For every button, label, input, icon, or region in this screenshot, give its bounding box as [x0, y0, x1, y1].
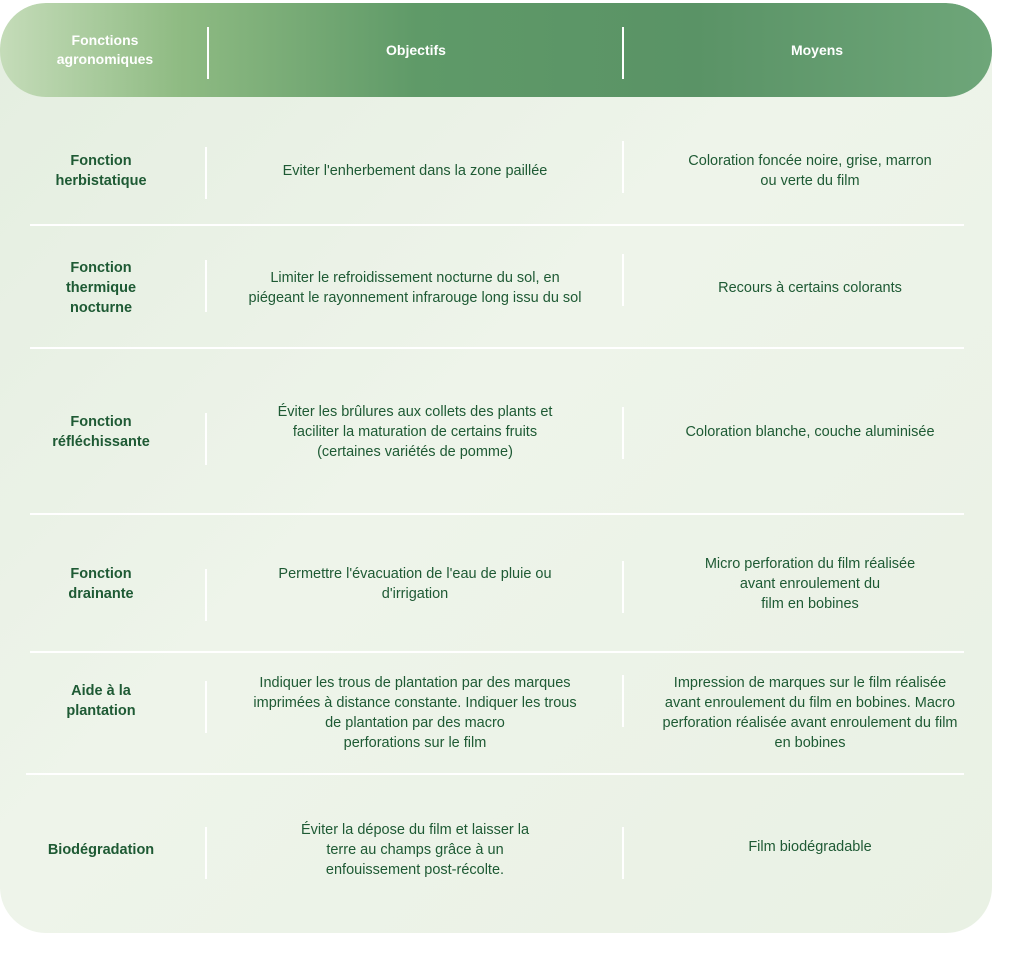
table-row [0, 515, 992, 652]
cell-moyen [630, 349, 990, 514]
cell-objectif [215, 113, 615, 228]
cell-fonction [22, 226, 180, 349]
column-separator [622, 141, 624, 193]
cell-objectif [215, 515, 615, 652]
column-separator [205, 681, 207, 733]
cell-objectif [215, 349, 615, 514]
cell-text: Micro perforation du film réalisée avant enroulement du film en bobines [704, 555, 916, 612]
column-separator [622, 827, 624, 879]
cell-text: Limiter le refroidissement nocturne du sol, en piégeant le rayonnement infrarouge long issu du sol [248, 269, 582, 306]
header-separator [622, 27, 624, 79]
cell-text: Coloration blanche, couche aluminisée [685, 423, 935, 440]
table-row [0, 113, 992, 228]
column-separator [205, 260, 207, 312]
cell-fonction [22, 653, 180, 721]
cell-text: Recours à certains colorants [718, 279, 902, 296]
cell-text: Impression de marques sur le film réalisée avant enroulement du film en bobines. Macro perforation réalisée avant enroulement du film en bobines [662, 675, 958, 751]
cell-fonction [22, 113, 180, 228]
cell-moyen [630, 653, 990, 773]
cell-text: Permettre l'évacuation de l'eau de pluie ou d'irrigation [278, 565, 552, 602]
column-separator [205, 569, 207, 621]
column-separator [622, 675, 624, 727]
header-label: Fonctions agronomiques [56, 32, 154, 67]
cell-text: Fonction réfléchissante [52, 413, 150, 450]
cell-text: Aide à la plantation [66, 683, 136, 719]
table-card [0, 3, 992, 933]
cell-objectif [215, 653, 615, 773]
cell-objectif [215, 775, 615, 925]
cell-text: Indiquer les trous de plantation par des marques imprimées à distance constante. Indiquer les trous de plantation par des macro perforations sur le film [253, 675, 577, 751]
cell-moyen [630, 775, 990, 857]
cell-fonction [22, 349, 180, 514]
cell-text: Fonction thermique nocturne [65, 259, 137, 316]
cell-moyen [630, 226, 990, 349]
column-separator [205, 413, 207, 465]
cell-text: Fonction herbistatique [55, 152, 147, 189]
header-label: Objectifs [386, 41, 446, 58]
cell-moyen [630, 515, 990, 652]
cell-objectif [215, 226, 615, 349]
cell-text: Biodégradation [47, 842, 155, 858]
header-moyens [627, 3, 992, 97]
header-objectifs [210, 3, 622, 97]
cell-text: Fonction drainante [68, 565, 134, 602]
cell-fonction [22, 515, 180, 652]
column-separator [205, 827, 207, 879]
column-separator [622, 407, 624, 459]
header-label: Moyens [790, 41, 844, 58]
header-fonctions-agronomiques [20, 3, 190, 97]
cell-text: Film biodégradable [748, 839, 872, 855]
cell-text: Coloration foncée noire, grise, marron ou verte du film [688, 152, 932, 189]
column-separator [622, 254, 624, 306]
table-header [0, 3, 992, 97]
cell-text: Eviter l'enherbement dans la zone paillée [282, 162, 548, 179]
cell-text: Éviter les brûlures aux collets des plants et faciliter la maturation de certains fruits (certaines variétés de pomme) [277, 403, 553, 460]
table-row [0, 349, 992, 514]
cell-fonction [22, 775, 180, 925]
header-separator [207, 27, 209, 79]
table-row [0, 653, 992, 773]
table-row [0, 226, 992, 349]
cell-text: Éviter la dépose du film et laisser la terre au champs grâce à un enfouissement post-récolte. [300, 822, 530, 878]
column-separator [622, 561, 624, 613]
column-separator [205, 147, 207, 199]
cell-moyen [630, 113, 990, 228]
table-row [0, 775, 992, 925]
